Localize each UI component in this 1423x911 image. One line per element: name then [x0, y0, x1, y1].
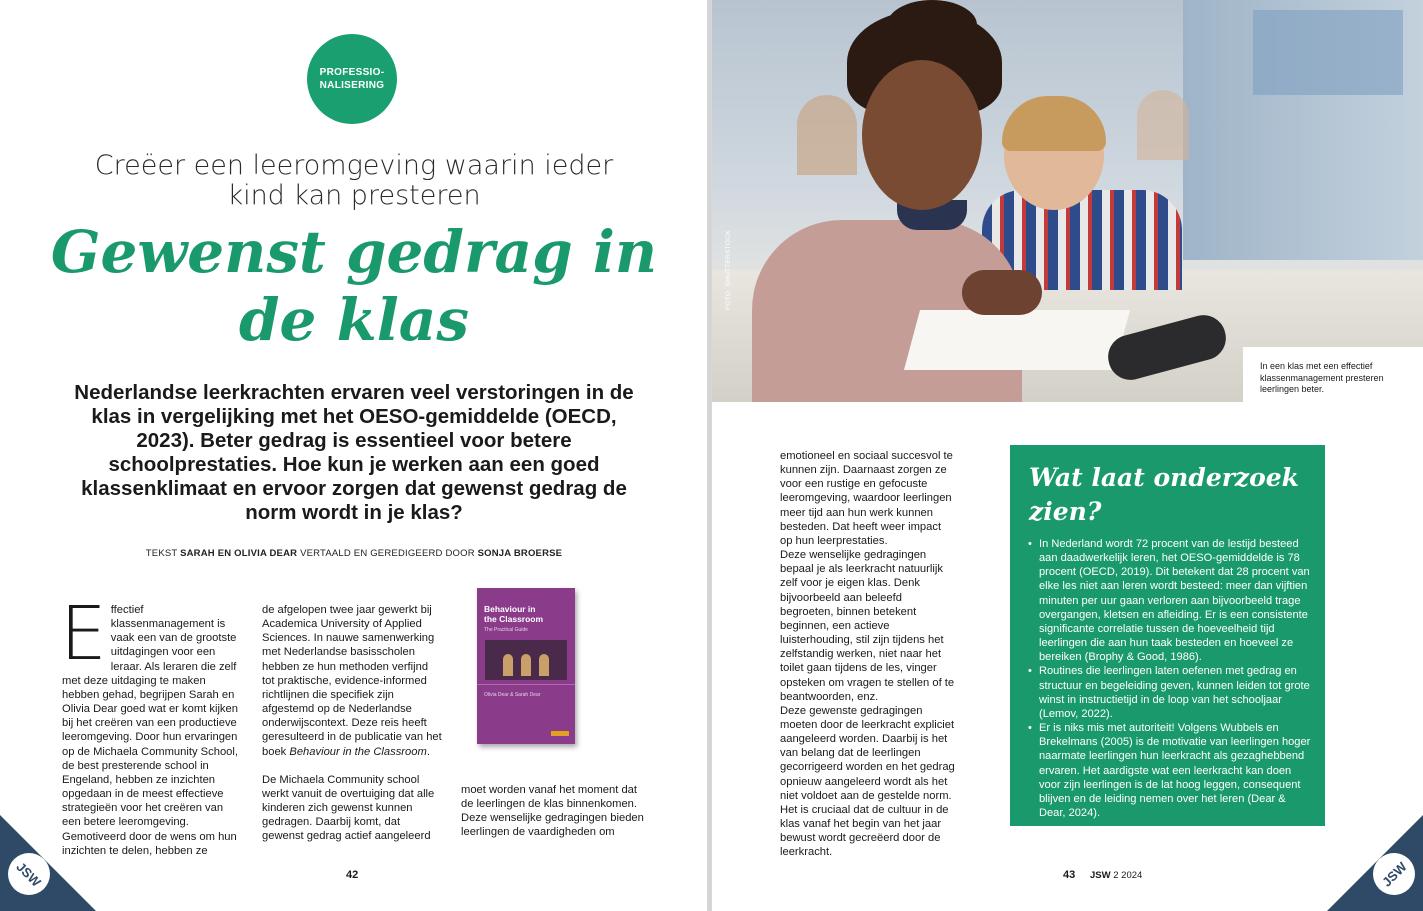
book-publisher-logo — [551, 731, 569, 736]
body-column-1 — [60, 591, 244, 872]
book-cover-title: Behaviour in the Classroom — [484, 604, 544, 624]
body-column-2-paragraph-2: De Michaela Community school werkt vanuit de overtuiging dat alle kinderen zich gewenst kunnen gedragen. Daarbij komt, dat gewenst gedrag actief aangeleerd — [262, 773, 435, 843]
page-number-left: 42 — [346, 869, 359, 881]
byline-editor: SONJA BROERSE — [477, 548, 563, 559]
infobox-list — [1027, 537, 1311, 820]
body-column-4-paragraph-2: Deze wenselijke gedragingen bepaal je als leerkracht natuurlijk zelf voor je eigen klas. Denk bijvoorbeeld aan beleefd begroeten, binnen betekent beginnen, een actieve luisterhouding, stil zijn tijdens het zelfstandig werken, niet naar het toilet gaan tijdens de les, vinger opsteken om vragen te stellen of te beantwoorden, enz. — [780, 549, 955, 703]
article-kicker: Creëer een leeromgeving waarin ieder kind kan presteren — [94, 150, 614, 211]
classroom-photo — [712, 0, 1423, 402]
body-column-2-text: de afgelopen twee jaar gewerkt bij Academica University of Applied Sciences. In nauwe samenwerking met Nederlandse basisscholen hebben ze hun methoden verfijnd tot praktische, evidence-informed richtlijnen die specifiek zijn afgestemd op de Nederlandse onderwijscontext. Deze reis heeft geresulteerd in de publicatie van het boek — [262, 604, 442, 758]
section-badge — [307, 34, 397, 124]
body-column-4 — [780, 449, 955, 874]
body-column-3 — [461, 783, 646, 854]
body-column-1-text: ffectief klassenmanagement is vaak een van de grootste uitdagingen voor een leraar. Als leraren die zelf met deze uitdaging te maken hebben gehad, begrijpen Sarah en Olivia Dear goed wat er komt kijken bij het creëren van een productieve leeromgeving. Door hun ervaringen op de Michaela Community School, de best presterende school in Engeland, hebben ze inzichten opgedaan in de meest effectieve strategieën voor het creëren van een betere leeromgeving. Gemotiveerd door de wens om hun inzichten te delen, hebben ze — [62, 604, 238, 857]
body-column-4-paragraph-3: Deze gewenste gedragingen moeten door de leerkracht expliciet aangeleerd worden. Daarbij is het van belang dat de leerlingen gecorrigeerd worden en het gedrag opnieuw aangeleerd wordt als het niet voldoet aan de gestelde norm. Het is cruciaal dat de cultuur in de klas vanaf het begin van het jaar bewust wordt gecreëerd door de leerkracht. — [780, 704, 955, 859]
jsw-logo-icon: JSW — [0, 844, 59, 903]
section-badge-label: PROFESSIO- NALISERING — [319, 67, 385, 91]
photo-credit: FOTO: SHUTTERSTOCK — [725, 230, 732, 310]
byline-label-text: TEKST — [145, 548, 178, 559]
book-cover-image — [477, 588, 575, 744]
byline-authors: SARAH EN OLIVIA DEAR — [180, 548, 298, 559]
jsw-logo-icon: JSW — [1364, 844, 1423, 903]
book-cover-photo — [485, 640, 567, 680]
infobox-item: • Er is niks mis met autoriteit! Volgens Wubbels en Brekelmans (2005) is de motivatie van leerlingen hoger naarmate leerlingen hun leerkracht als gezaghebbend ervaren. Het aardigste wat een leerkracht kan doen voor zijn leerlingen is de lat hoog leggen, consequent blijven en de leiding nemen over het leren (Dear & Dear, 2024). — [1027, 721, 1311, 820]
left-page — [0, 0, 707, 911]
article-intro: Nederlandse leerkrachten ervaren veel verstoringen in de klas in vergelijking met het OESO-gemiddelde (OECD, 2023). Beter gedrag is essentieel voor betere schoolprestaties. Hoe kun je werken aan een goed klassenklimaat en ervoor zorgen dat gewenst gedrag de norm wordt in je klas? — [74, 381, 634, 524]
body-column-4-paragraph-1: emotioneel en sociaal succesvol te kunnen zijn. Daarnaast zorgen ze voor een rustige en gefocuste leeromgeving, waardoor leerlingen meer tijd aan hun werk kunnen besteden. Dat heeft weer impact op hun leerprestaties. — [780, 450, 953, 547]
page-number-right: 43 — [1063, 869, 1076, 881]
body-column-2: de afgelopen twee jaar gewerkt bij Academica University of Applied Sciences. In nauwe samenwerking met Nederlandse basisscholen hebben ze hun methoden verfijnd tot praktische, evidence-informed richtlijnen die specifiek zijn afgestemd op de Nederlandse onderwijscontext. Deze reis heeft geresulteerd in de publicatie van het boek Behaviour in the Classroom. De Michaela Community school werkt vanuit de overtuiging dat alle kinderen zich gewenst kunnen gedragen. Daarbij komt, dat gewenst gedrag actief aangeleerd — [262, 604, 442, 843]
article-byline — [60, 548, 648, 559]
article-headline: Gewenst gedrag in de klas — [50, 218, 658, 354]
infobox-item: • In Nederland wordt 72 procent van de lestijd besteed aan daadwerkelijk leren, het OESO-gemiddelde is 78 procent (OECD, 2019). Dit betekent dat 28 procent van elke les niet aan leren wordt besteed: meer dan vijftien minuten per uur gaan verloren aan bijvoorbeeld trage overgangen, kletsen en afleiding. Er is een consistente significante correlatie tussen de hoeveelheid tijd leerlingen die aan hun taak besteden en hoeveel ze bereiken (Brophy & Good, 1986). — [1027, 537, 1311, 664]
infobox-title: Wat laat onderzoek zien? — [1029, 463, 1300, 526]
book-cover-stripe — [477, 684, 575, 685]
book-title-reference: Behaviour in the Classroom — [289, 745, 427, 758]
book-cover-authors: Olivia Dear & Sarah Dear — [484, 692, 541, 698]
issue-label — [1090, 870, 1142, 881]
issue-number: 2 2024 — [1113, 870, 1143, 881]
photo-caption: In een klas met een effectief klassenmanagement presteren leerlingen beter. — [1243, 347, 1423, 403]
book-cover-subtitle: The Practical Guide — [484, 627, 528, 633]
drop-cap: E — [60, 591, 107, 677]
infobox-item: • Routines die leerlingen laten oefenen met gedrag en structuur en begeleiding geven, kunnen leiden tot grote winst in instructietijd in de loop van het schooljaar (Lemov, 2022). — [1027, 664, 1311, 721]
byline-label-translated: VERTAALD EN GEREDIGEERD DOOR — [300, 548, 475, 559]
magazine-name: JSW — [1090, 870, 1111, 881]
body-column-3-text: moet worden vanaf het moment dat de leerlingen de klas binnenkomen. Deze wenselijke gedragingen bieden leerlingen de vaardigheden om — [461, 784, 644, 839]
research-infobox — [1010, 445, 1325, 826]
